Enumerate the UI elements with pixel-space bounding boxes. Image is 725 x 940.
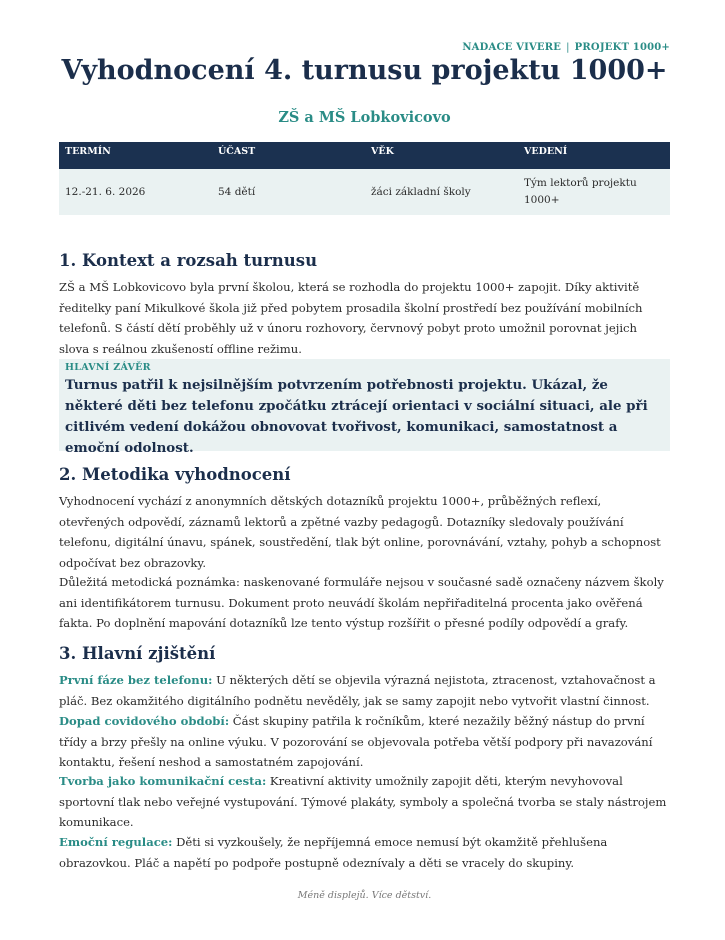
finding-label: Emoční regulace: bbox=[59, 835, 173, 849]
info-header-age: VĚK bbox=[365, 142, 518, 169]
page-title: Vyhodnocení 4. turnusu projektu 1000+ bbox=[61, 55, 668, 86]
finding-label: První fáze bez telefonu: bbox=[59, 673, 213, 687]
section-context-paragraph: ZŠ a MŠ Lobkovicovo byla první školou, která se rozhodla do projektu 1000+ zapojit. Díky aktivitě ředitelky paní Mikulkové škola již před pobytem prosadila školní prostředí bez používání mobilních telefonů. S částí dětí proběhly už v únoru rozhovory, červnový pobyt proto umožnil porovnat jejich slova s reálnou zkušeností offline režimu. bbox=[59, 280, 643, 356]
brand-separator: | bbox=[566, 42, 570, 53]
finding-item bbox=[59, 771, 670, 833]
info-header-term: TERMÍN bbox=[59, 142, 212, 169]
info-header-leadership: VEDENÍ bbox=[518, 142, 670, 169]
table-row bbox=[59, 169, 670, 215]
key-conclusion-callout bbox=[59, 359, 670, 456]
callout-text: Turnus patřil k nejsilnějším potvrzením potřebnosti projektu. Ukázal, že některé děti bez telefonu zpočátku ztrácejí orientaci v sociální situaci, ale při citlivém vedení dokážou obnovovat tvořivost, komunikaci, samostatnost a emoční odolnost. bbox=[65, 377, 648, 456]
finding-text: U některých dětí se objevila výrazná nejistota, ztracenost, vztahovačnost a pláč. Bez okamžitého digitálního podnětu nevěděly, jak se samy zapojit nebo vytvořit vlastní činnost. bbox=[59, 673, 656, 708]
section-heading-findings: 3. Hlavní zjištění bbox=[59, 644, 216, 663]
finding-text: Kreativní aktivity umožnily zapojit děti, kterým nevyhovoval sportovní tlak nebo veřejné vystupování. Týmové plakáty, symboly a společná tvorba se staly nástrojem komunikace. bbox=[59, 774, 667, 829]
finding-text: Část skupiny patřila k ročníkům, které nezažily běžný nástup do první třídy a brzy přešly na online výuku. V pozorování se objevovala potřeba větší podpory při navazování kontaktu, řešení neshod a samostatném zapojování. bbox=[59, 714, 653, 769]
info-cell-participation: 54 dětí bbox=[212, 169, 365, 215]
finding-item bbox=[59, 711, 670, 773]
brand-foundation: NADACE VIVERE bbox=[462, 42, 562, 53]
callout-label: HLAVNÍ ZÁVĚR bbox=[65, 362, 151, 373]
info-table bbox=[59, 142, 670, 215]
finding-label: Tvorba jako komunikační cesta: bbox=[59, 774, 267, 788]
info-header-participation: ÚČAST bbox=[212, 142, 365, 169]
finding-item bbox=[59, 832, 670, 873]
methodology-paragraph-2: Důležitá metodická poznámka: naskenované formuláře nejsou v současné sadě označeny názvem školy ani identifikátorem turnusu. Dokument proto neuvádí školám nepřiřaditelná procenta jako ověřená fakta. Po doplnění mapování dotazníků lze tento výstup rozšířit o přesné podíly odpovědí a grafy. bbox=[59, 575, 664, 630]
footer-tagline: Méně displejů. Více dětství. bbox=[297, 890, 432, 901]
section-heading-context: 1. Kontext a rozsah turnusu bbox=[59, 251, 318, 270]
methodology-paragraph-1: Vyhodnocení vychází z anonymních dětských dotazníků projektu 1000+, průběžných reflexí, otevřených odpovědí, záznamů lektorů a zpětné vazby pedagogů. Dotazníky sledovaly používání telefonu, digitální únavu, spánek, soustředění, tlak být online, porovnávání, vztahy, pohyb a schopnost odpočívat bez obrazovky. bbox=[59, 494, 661, 570]
info-table-header-row bbox=[59, 142, 670, 169]
finding-text: Děti si vyzkoušely, že nepříjemná emoce nemusí být okamžitě přehlušena obrazovkou. Pláč a napětí po podpoře postupně odeznívaly a děti se vracely do skupiny. bbox=[59, 835, 608, 870]
brand-project: PROJEKT 1000+ bbox=[574, 42, 670, 53]
info-cell-term: 12.-21. 6. 2026 bbox=[59, 169, 212, 215]
finding-label: Dopad covidového období: bbox=[59, 714, 230, 728]
info-cell-age: žáci základní školy bbox=[365, 169, 518, 215]
page-subtitle: ZŠ a MŠ Lobkovicovo bbox=[278, 109, 451, 126]
header-brand bbox=[462, 42, 670, 53]
finding-item bbox=[59, 670, 670, 711]
info-cell-leadership: Tým lektorů projektu 1000+ bbox=[518, 169, 670, 215]
section-heading-methodology: 2. Metodika vyhodnocení bbox=[59, 465, 291, 484]
